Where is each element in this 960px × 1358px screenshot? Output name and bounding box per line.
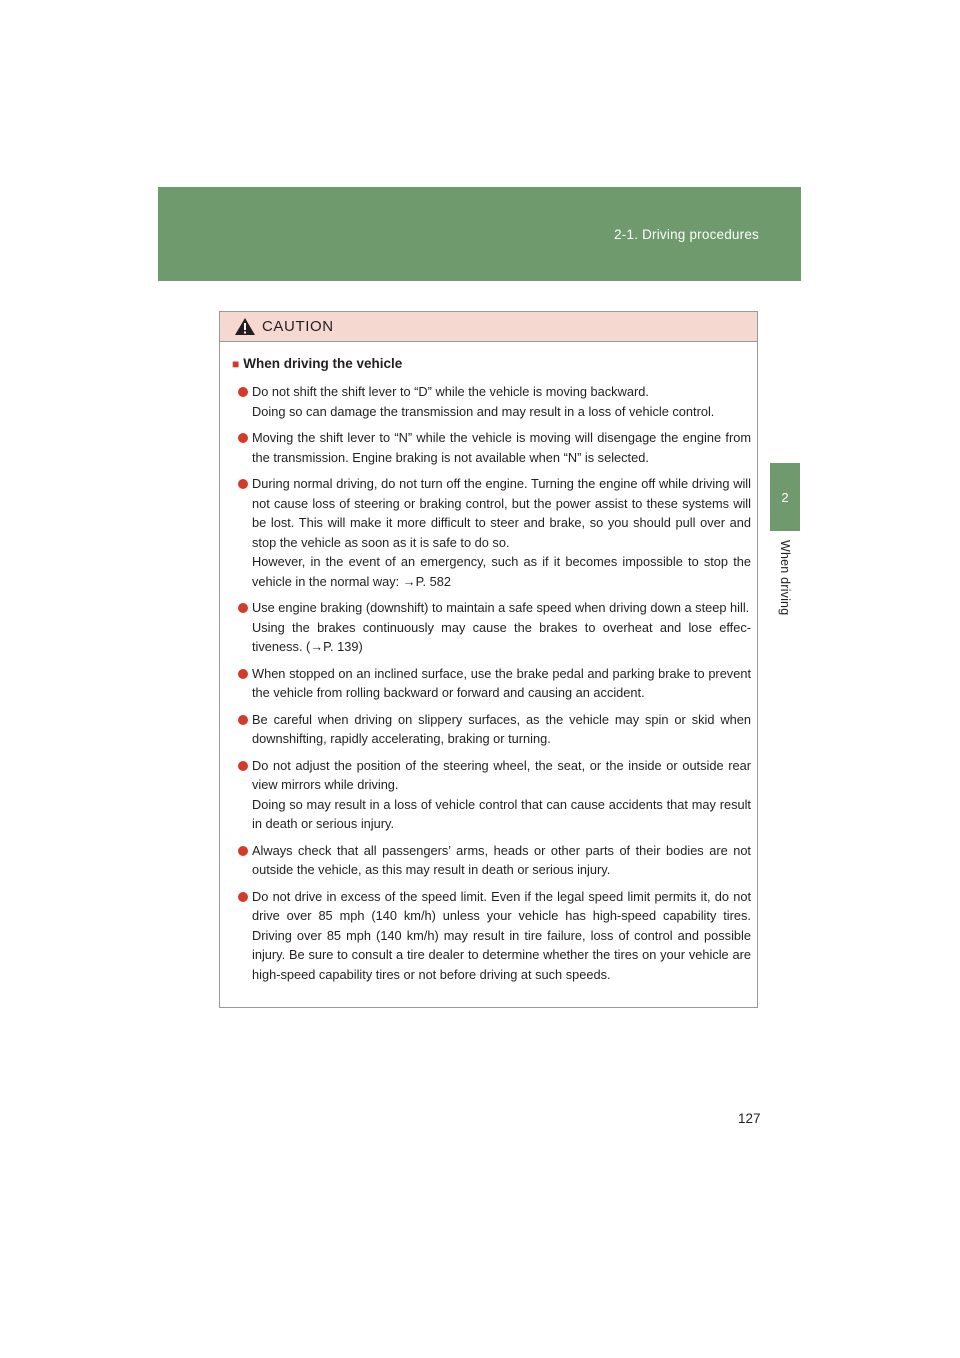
section-title: 2-1. Driving procedures <box>614 227 759 242</box>
list-item <box>232 664 751 703</box>
item-text: Always check that all passengers’ arms, heads or other parts of their bodies are not outside the vehicle, as this may result in death or serious injury. <box>252 842 751 877</box>
list-item <box>232 474 751 591</box>
square-bullet-icon: ■ <box>232 357 240 371</box>
list-item <box>232 756 751 834</box>
chapter-tab <box>770 463 800 531</box>
bullet-dot-icon <box>238 892 248 902</box>
list-item <box>232 710 751 749</box>
warning-triangle-icon <box>234 317 256 336</box>
bullet-dot-icon <box>238 603 248 613</box>
item-text: However, in the event of an emergency, such as if it becomes impossible to stop the vehicle in the normal way: →P. 582 <box>252 554 751 589</box>
item-text: Using the brakes continuously may cause the brakes to overheat and lose effec-tiveness. (→P. 139) <box>252 619 751 654</box>
list-item <box>232 428 751 467</box>
caution-title: CAUTION <box>262 318 334 335</box>
bullet-dot-icon <box>238 387 248 397</box>
bullet-dot-icon <box>238 761 248 771</box>
list-item <box>232 598 751 657</box>
item-text: Doing so may result in a loss of vehicle control that can cause accidents that may result in death or serious injury. <box>252 796 751 831</box>
item-text: Do not drive in excess of the speed limit. Even if the legal speed limit permits it, do not drive over 85 mph (140 km/h) unless your vehicle has high-speed capability tires. Driving over 85 mph (140 km/h) may result in tire failure, loss of control and possible injury. Be sure to consult a tire dealer to determine whether the tires on your vehicle are high-speed capability tires or not before driving at such speeds. <box>252 888 751 982</box>
bullet-dot-icon <box>238 846 248 856</box>
caution-subhead-text: When driving the vehicle <box>243 356 403 371</box>
item-text: Use engine braking (downshift) to maintain a safe speed when driving down a steep hill. <box>252 600 750 615</box>
item-text: Do not adjust the position of the steering wheel, the seat, or the inside or outside rear view mirrors while driving. <box>252 757 751 792</box>
list-item <box>232 887 751 985</box>
bullet-dot-icon <box>238 669 248 679</box>
list-item <box>232 382 751 421</box>
item-text: During normal driving, do not turn off the engine. Turning the engine off while driving will not cause loss of steering or braking control, but the power assist to these systems will be lost. This will make it more difficult to steer and brake, so you should pull over and stop the vehicle as soon as it is safe to do so. <box>252 476 751 550</box>
caution-subhead <box>232 354 751 374</box>
item-text: Doing so can damage the transmission and may result in a loss of vehicle control. <box>252 403 715 419</box>
chapter-number: 2 <box>781 489 789 505</box>
bullet-dot-icon <box>238 433 248 443</box>
page-number: 127 <box>738 1111 761 1126</box>
item-text: Do not shift the shift lever to “D” while the vehicle is moving backward. <box>252 384 649 399</box>
caution-box <box>219 311 758 1008</box>
caution-body <box>220 342 757 984</box>
bullet-dot-icon <box>238 715 248 725</box>
header-band <box>158 187 801 281</box>
item-text: Be careful when driving on slippery surfaces, as the vehicle may spin or skid when downshifting, rapidly accelerating, braking or turning. <box>252 711 751 746</box>
bullet-dot-icon <box>238 479 248 489</box>
item-text: Moving the shift lever to “N” while the vehicle is moving will disengage the engine from the transmission. Engine braking is not available when “N” is selected. <box>252 430 751 465</box>
chapter-label: When driving <box>778 540 792 616</box>
item-text: When stopped on an inclined surface, use the brake pedal and parking brake to prevent the vehicle from rolling backward or forward and causing an accident. <box>252 665 751 700</box>
list-item <box>232 841 751 880</box>
caution-header <box>220 312 757 342</box>
caution-item-list <box>232 382 751 984</box>
